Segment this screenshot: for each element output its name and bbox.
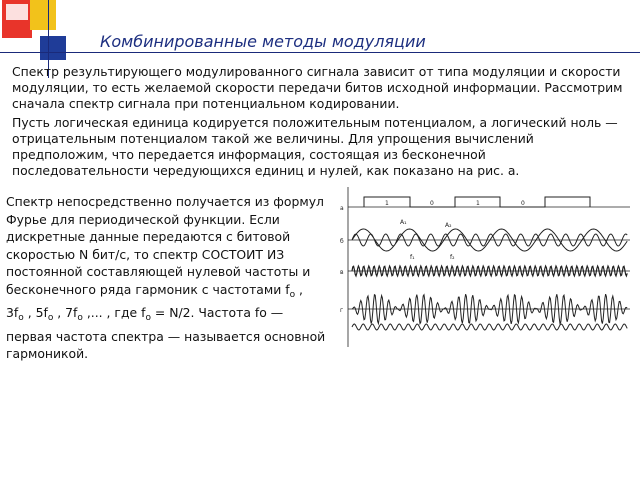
row-label: в (340, 269, 344, 276)
subscript: о (289, 289, 296, 300)
wave-label: f₁ (410, 254, 415, 261)
wave-label: A₁ (400, 219, 407, 226)
title-underline (0, 52, 640, 53)
modulated-wave (352, 324, 627, 330)
subscript: о (145, 313, 151, 323)
subscript: о (77, 313, 83, 323)
text-run: , (295, 281, 303, 297)
subscript: о (18, 313, 24, 323)
wave-label: f₂ (450, 254, 455, 261)
slide-title: Комбинированные методы модуляции (100, 32, 426, 51)
text-run: 3f (6, 305, 19, 320)
spectrum-paragraph (6, 193, 332, 363)
bit-label: 1 (385, 200, 389, 207)
text-run: , 7f (53, 305, 78, 320)
text-run: ,... , где f (82, 305, 146, 320)
subscript: о (47, 313, 54, 323)
row-label: г (340, 307, 344, 314)
intro-paragraph-1: Спектр результирующего модулированного сигнала зависит от типа модуляции и скорости модуляции, то есть желаемой скорости передачи битов исходной информации. Рассмотрим сначала спектр сигнала при потенциальном кодировании. (12, 64, 623, 111)
row-label: a (340, 205, 344, 212)
text-run: , 5f (23, 305, 48, 320)
row-label: б (340, 238, 344, 245)
bit-label: 0 (430, 200, 434, 207)
wave-label: A₂ (445, 222, 452, 229)
waveform-figure (340, 187, 632, 347)
bit-label: 0 (521, 200, 525, 207)
intro-paragraph-2: Пусть логическая единица кодируется положительным потенциалом, а логический ноль — отрицательным потенциалом такой же величины. Для упрощения вычислений предположим, что передается информация, состоящая из бесконечной последовательности чередующихся единиц и нулей, как показано на рис. а. (12, 115, 618, 178)
text-run: Спектр непосредственно получается из формул Фурье для периодической функции. Если дискретные данные передаются с битовой скоростью N бит/с, то спектр СОСТОИТ ИЗ постоянной составляющей нулевой частоты и бесконечного ряда гармоник с частотами f (6, 194, 324, 297)
deco-blue-square (40, 36, 66, 60)
bit-label: 1 (476, 200, 480, 207)
deco-yellow-square (30, 0, 56, 30)
deco-white-square (6, 4, 28, 20)
high-frequency-wave (352, 266, 627, 276)
text-run: = N/2. Частота fo — первая частота спектра — называется основной гармоникой. (6, 305, 326, 361)
